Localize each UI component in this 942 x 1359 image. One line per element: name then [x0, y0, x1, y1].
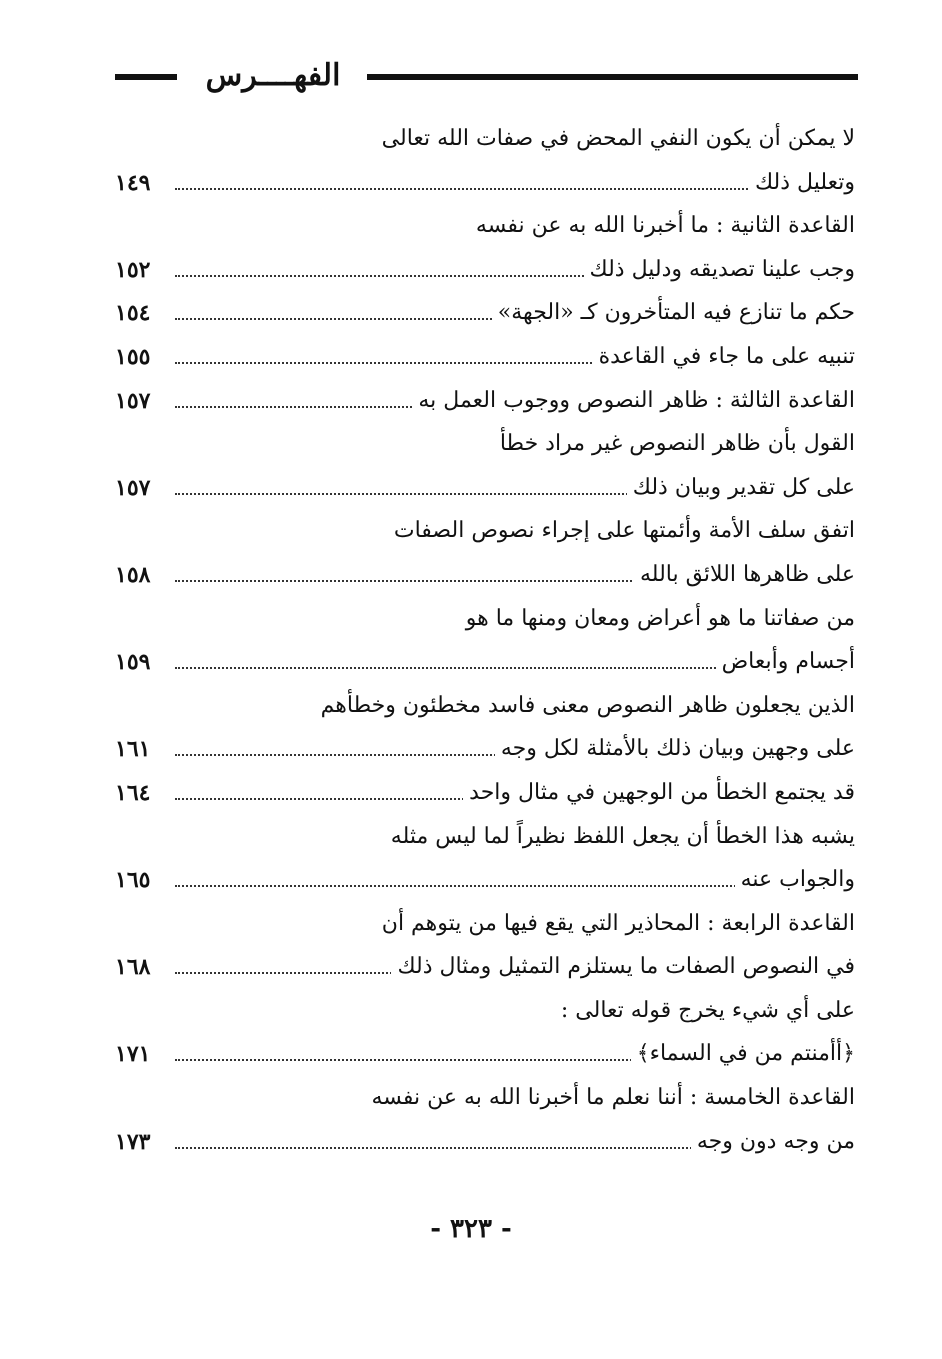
toc-entry — [115, 772, 855, 816]
toc-entry — [115, 1077, 855, 1121]
toc-entry — [115, 990, 855, 1034]
toc-entry — [115, 118, 855, 162]
toc-entry-text: على وجهين وبيان ذلك بالأمثلة لكل وجه — [495, 734, 855, 764]
toc-entry — [115, 1121, 855, 1165]
header-rule-left — [115, 74, 177, 80]
toc-entry-text: على ظاهرها اللائق بالله — [634, 560, 855, 590]
toc-entry-text: على كل تقدير وبيان ذلك — [627, 473, 855, 503]
toc-entry-text: القول بأن ظاهر النصوص غير مراد خطأ — [494, 429, 855, 459]
toc-entry-page: ١٥٧ — [115, 387, 151, 414]
toc-entry — [115, 205, 855, 249]
toc-entry-text: في النصوص الصفات ما يستلزم التمثيل ومثال ذلك — [391, 952, 855, 982]
toc-entry-page: ١٥٥ — [115, 343, 151, 370]
toc-entry — [115, 946, 855, 990]
toc-entry — [115, 641, 855, 685]
toc-entry-text: الذين يجعلون ظاهر النصوص معنى فاسد مخطئون وخطأهم — [315, 691, 855, 721]
toc-entry-page: ١٦٨ — [115, 954, 151, 981]
toc-entry — [115, 1033, 855, 1077]
toc-entry-text: القاعدة الثالثة : ظاهر النصوص ووجوب العمل به — [412, 386, 855, 416]
toc-entry-text: على أي شيء يخرج قوله تعالى : — [555, 996, 855, 1026]
toc-entry-text: وتعليل ذلك — [749, 168, 855, 198]
toc-entry-text: القاعدة الخامسة : أننا نعلم ما أخبرنا الله به عن نفسه — [365, 1083, 855, 1113]
toc-entry — [115, 685, 855, 729]
toc-entry-text: ﴿أأمنتم من في السماء﴾ — [631, 1039, 855, 1069]
toc-entry — [115, 292, 855, 336]
toc-entry-page: ١٥٤ — [115, 300, 151, 327]
toc-entry-page: ١٥٩ — [115, 649, 151, 676]
toc-entry-page: ١٤٩ — [115, 169, 151, 196]
toc-entry — [115, 598, 855, 642]
toc-entry-text: وجب علينا تصديقه ودليل ذلك — [584, 255, 855, 285]
toc-entry — [115, 816, 855, 860]
toc-entry-text: القاعدة الرابعة : المحاذير التي يقع فيها من يتوهم أن — [376, 909, 855, 939]
toc-entry — [115, 554, 855, 598]
toc-entry-page: ١٦١ — [115, 736, 151, 763]
toc-entry-text: اتفق سلف الأمة وأئمتها على إجراء نصوص الصفات — [388, 516, 855, 546]
toc-entry-page: ١٥٢ — [115, 256, 151, 283]
toc-entry — [115, 859, 855, 903]
toc-entry — [115, 380, 855, 424]
toc-entry-text: أجسام وأبعاض — [716, 647, 855, 677]
toc-entry — [115, 510, 855, 554]
toc-entry — [115, 728, 855, 772]
header-rule-right — [367, 74, 858, 80]
toc-entry-page: ١٥٨ — [115, 561, 151, 588]
toc-entry-page: ١٦٥ — [115, 867, 151, 894]
toc-entry — [115, 249, 855, 293]
toc-entry-text: تنبيه على ما جاء في القاعدة — [593, 342, 855, 372]
toc-entry — [115, 162, 855, 206]
toc-entry-text: من وجه دون وجه — [691, 1127, 855, 1157]
toc-entry — [115, 467, 855, 511]
page-header — [115, 56, 858, 96]
toc-entry-text: القاعدة الثانية : ما أخبرنا الله به عن نفسه — [470, 211, 855, 241]
page-number: - ٣٢٣ - — [430, 1214, 512, 1244]
toc-entry — [115, 336, 855, 380]
toc-entry-page: ١٧١ — [115, 1041, 151, 1068]
page-title: الفهــــرس — [205, 58, 341, 93]
toc-entry-text: قد يجتمع الخطأ من الوجهين في مثال واحد — [463, 778, 855, 808]
toc-entry-page: ١٦٤ — [115, 779, 151, 806]
toc-entry — [115, 423, 855, 467]
table-of-contents — [115, 118, 855, 1164]
toc-entry-text: والجواب عنه — [735, 865, 855, 895]
toc-entry-text: يشبه هذا الخطأ أن يجعل اللفظ نظيراً لما ليس مثله — [385, 822, 855, 852]
toc-entry-page: ١٥٧ — [115, 474, 151, 501]
toc-entry — [115, 903, 855, 947]
toc-entry-text: من صفاتنا ما هو أعراض ومعان ومنها ما هو — [460, 604, 855, 634]
toc-entry-text: لا يمكن أن يكون النفي المحض في صفات الله تعالى — [376, 124, 855, 154]
toc-entry-page: ١٧٣ — [115, 1128, 151, 1155]
toc-entry-text: حكم ما تنازع فيه المتأخرون كـ «الجهة» — [492, 298, 855, 328]
